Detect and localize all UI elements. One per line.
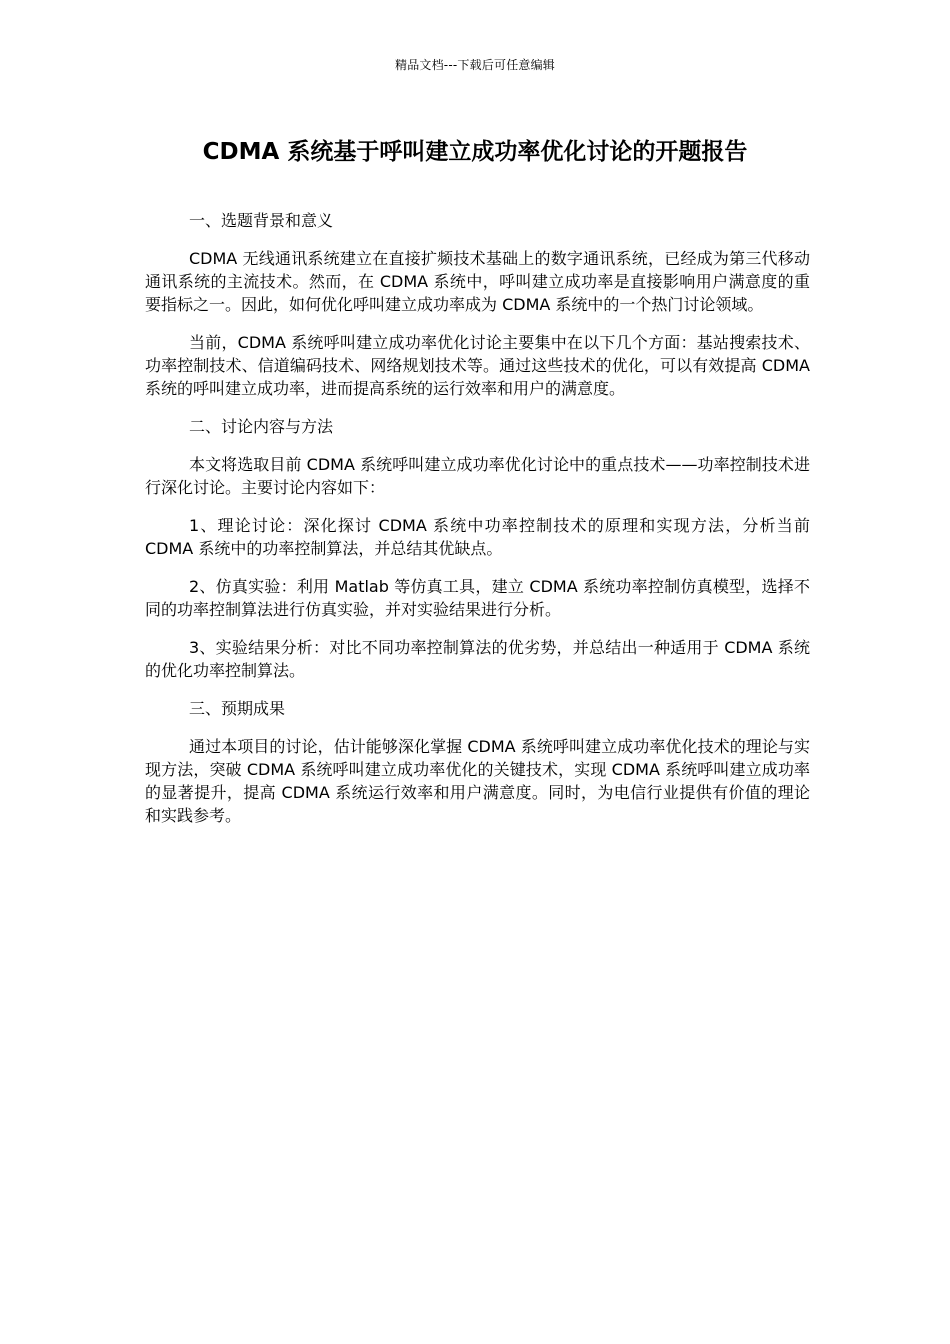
section-heading: 三、预期成果 [189, 699, 286, 718]
section-expected-results [145, 697, 810, 827]
section-heading: 一、选题背景和意义 [189, 211, 334, 230]
list-item-paragraph: 1、理论讨论：深化探讨 CDMA 系统中功率控制技术的原理和实现方法，分析当前 CDMA 系统中的功率控制算法，并总结其优缺点。 [145, 516, 810, 558]
document-title: CDMA 系统基于呼叫建立成功率优化讨论的开题报告 [202, 139, 748, 165]
page-header: 精品文档---下载后可任意编辑 [395, 58, 555, 72]
body-paragraph: CDMA 无线通讯系统建立在直接扩频技术基础上的数字通讯系统，已经成为第三代移动通讯系统的主流技术。然而，在 CDMA 系统中，呼叫建立成功率是直接影响用户满意度的重要指标之一。因此，如何优化呼叫建立成功率成为 CDMA 系统中的一个热门讨论领域。 [145, 249, 810, 314]
section-content-method [145, 415, 810, 682]
body-paragraph: 本文将选取目前 CDMA 系统呼叫建立成功率优化讨论中的重点技术——功率控制技术进行深化讨论。主要讨论内容如下： [145, 455, 810, 497]
list-item-paragraph: 3、实验结果分析：对比不同功率控制算法的优劣势，并总结出一种适用于 CDMA 系统的优化功率控制算法。 [145, 638, 810, 680]
section-background [145, 209, 810, 400]
body-paragraph: 当前，CDMA 系统呼叫建立成功率优化讨论主要集中在以下几个方面：基站搜索技术、功率控制技术、信道编码技术、网络规划技术等。通过这些技术的优化，可以有效提高 CDMA 系统的呼叫建立成功率，进而提高系统的运行效率和用户的满意度。 [145, 333, 810, 398]
list-item-paragraph: 2、仿真实验：利用 Matlab 等仿真工具，建立 CDMA 系统功率控制仿真模型，选择不同的功率控制算法进行仿真实验，并对实验结果进行分析。 [145, 577, 810, 619]
section-heading: 二、讨论内容与方法 [189, 417, 334, 436]
document-body [145, 209, 810, 842]
body-paragraph: 通过本项目的讨论，估计能够深化掌握 CDMA 系统呼叫建立成功率优化技术的理论与实现方法，突破 CDMA 系统呼叫建立成功率优化的关键技术，实现 CDMA 系统呼叫建立成功率的显著提升，提高 CDMA 系统运行效率和用户满意度。同时，为电信行业提供有价值的理论和实践参考。 [145, 737, 810, 825]
